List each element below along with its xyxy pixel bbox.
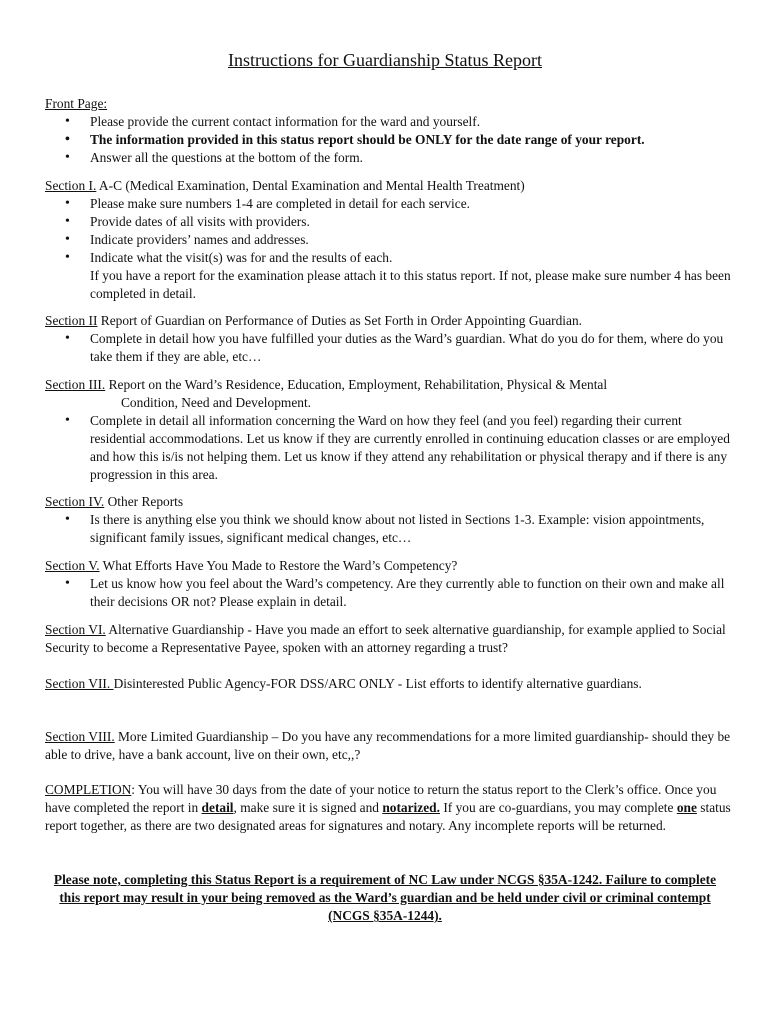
completion-section [45, 781, 735, 835]
section-4-title: Other Reports [104, 494, 184, 509]
section-6-label: Section VI. [45, 622, 106, 637]
section-4 [45, 493, 735, 547]
completion-one: one [676, 800, 697, 815]
section-3-bullet: • Complete in detail all information concerning the Ward on how they feel (and you feel) regarding their current residential accommodations. Let us know if they are currently enrolled in continuing education classes or are employed and how this is/is not helping them. Let us know if they attend any rehabilitation or physical therapy and if there is any progression in this area. [45, 412, 735, 484]
front-page-heading: Front Page: [45, 96, 108, 111]
section-3-title: Report on the Ward’s Residence, Education, Employment, Rehabilitation, Physical & Mental [105, 377, 608, 392]
completion-notarized: notarized. [382, 800, 440, 815]
section-5-label: Section V. [45, 558, 100, 573]
section-3 [45, 376, 735, 484]
section-8-text: More Limited Guardianship – Do you have any recommendations for a more limited guardianship- should they be able to drive, have a bank account, live on their own, etc,,? [45, 729, 731, 762]
section-5-bullet: • Let us know how you feel about the Ward’s competency. Are they currently able to function on their own and make all their decisions OR not? Please explain in detail. [45, 575, 735, 611]
section-4-list [45, 511, 735, 547]
section-5-title: What Efforts Have You Made to Restore the Ward’s Competency? [99, 558, 458, 573]
section-6 [45, 621, 735, 657]
section-4-bullet: • Is there is anything else you think we should know about not listed in Sections 1-3. Example: vision appointments, significant family issues, significant medical changes, etc… [45, 511, 735, 547]
section-7 [45, 675, 735, 693]
completion-label: COMPLETION [45, 782, 132, 797]
section-2-title: Report of Guardian on Performance of Duties as Set Forth in Order Appointing Guardian. [97, 313, 582, 328]
completion-text-1: : You will have 30 days from the date of your notice to return the status report to the Clerk’s office. Once you have completed the report in [45, 782, 717, 815]
legal-notice: Please note, completing this Status Report is a requirement of NC Law under NCGS §35A-1242. Failure to complete this report may result in your being removed as the Ward’s guardian and be held under civil or criminal contempt (NCGS §35A-1244). [53, 872, 717, 923]
section-2-list [45, 330, 735, 366]
section-4-label: Section IV. [45, 494, 105, 509]
section-1-title: A-C (Medical Examination, Dental Examination and Mental Health Treatment) [96, 178, 525, 193]
section-5-list [45, 575, 735, 611]
section-1-bullet: • Indicate providers’ names and addresses. [45, 231, 735, 249]
section-1-bullet: • Please make sure numbers 1-4 are completed in detail for each service. [45, 195, 735, 213]
section-1-bullet: • Provide dates of all visits with providers. [45, 213, 735, 231]
section-5 [45, 557, 735, 611]
front-page-bullet: • Answer all the questions at the bottom of the form. [45, 149, 735, 167]
section-3-list [45, 412, 735, 484]
section-1-continuation: If you have a report for the examination please attach it to this status report. If not, please make sure number 4 has been completed in detail. [90, 268, 731, 301]
section-1-list [45, 195, 735, 267]
section-7-label: Section VII. [45, 676, 114, 691]
completion-text-2: , make sure it is signed and [233, 800, 383, 815]
section-8 [45, 728, 735, 764]
section-1-bullet: • Indicate what the visit(s) was for and the results of each. [45, 249, 735, 267]
section-2 [45, 312, 735, 366]
section-3-label: Section III. [45, 377, 106, 392]
front-page-bullet: • Please provide the current contact information for the ward and yourself. [45, 113, 735, 131]
section-2-bullet: • Complete in detail how you have fulfilled your duties as the Ward’s guardian. What do you do for them, where do you take them if they are able, etc… [45, 330, 735, 366]
page-title: Instructions for Guardianship Status Report [228, 50, 542, 70]
completion-text-4: status report together, as there are two designated areas for signatures and notary. Any incomplete reports will be returned. [45, 800, 731, 833]
section-1 [45, 177, 735, 303]
front-page-bullet-bold: • The information provided in this status report should be ONLY for the date range of your report. [45, 131, 735, 149]
section-3-title-cont: Condition, Need and Development. [121, 395, 312, 410]
section-2-label: Section II [45, 313, 98, 328]
section-1-label: Section I. [45, 178, 97, 193]
completion-detail: detail [201, 800, 234, 815]
front-page-list [45, 113, 735, 167]
completion-text-3: If you are co-guardians, you may complete [439, 800, 677, 815]
section-6-text: Alternative Guardianship - Have you made an effort to seek alternative guardianship, for example applied to Social Security to become a Representative Payee, spoken with an attorney regarding a trust? [45, 622, 726, 655]
front-page-section [45, 95, 735, 167]
section-8-label: Section VIII. [45, 729, 115, 744]
section-7-text: Disinterested Public Agency-FOR DSS/ARC ONLY - List efforts to identify alternative guardians. [113, 676, 642, 691]
